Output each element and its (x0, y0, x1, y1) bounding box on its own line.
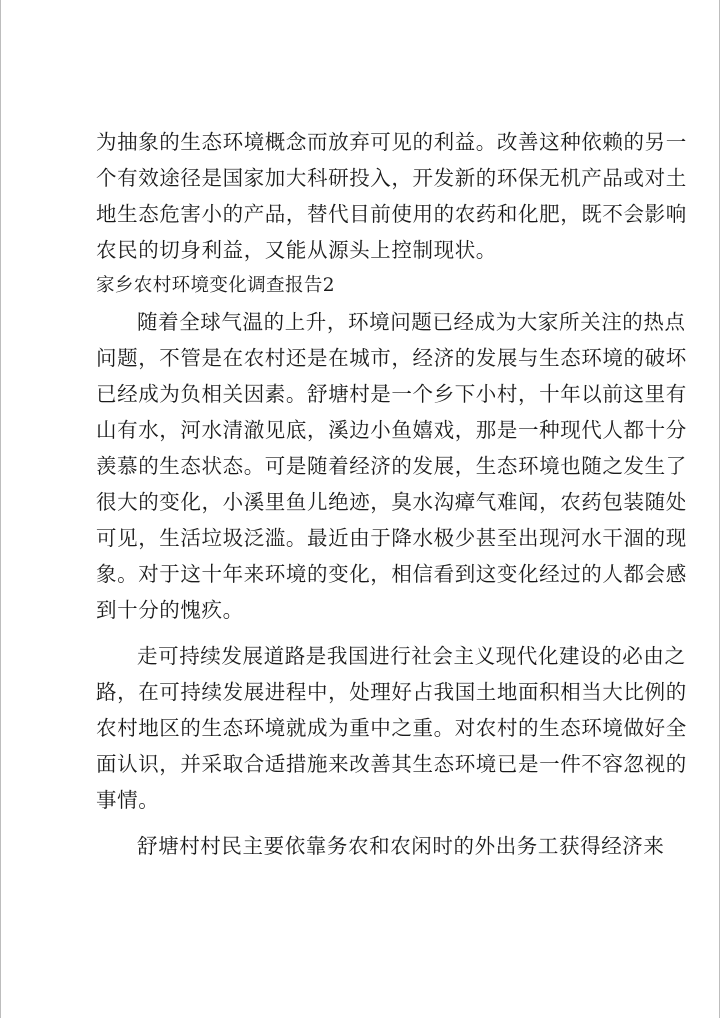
paragraph-spacer (96, 818, 624, 828)
paragraph-2 (96, 638, 687, 818)
text-line: 山有水，河水清澈见底，溪边小鱼嬉戏，那是一种现代人都十分 (96, 418, 687, 442)
paragraph-spacer (96, 628, 624, 638)
paragraph-3 (96, 828, 665, 864)
document-body (96, 124, 687, 864)
text-line: 路，在可持续发展进程中，处理好占我国土地面积相当大比例的 (96, 680, 687, 704)
text-line: 地生态危害小的产品，替代目前使用的农药和化肥，既不会影响 (96, 202, 687, 226)
page-left-border (0, 0, 1, 1018)
text-line: 到十分的愧疚。 (96, 598, 244, 622)
text-line: 羡慕的生态状态。可是随着经济的发展，生态环境也随之发生了 (96, 454, 687, 478)
intro-paragraph (96, 124, 687, 268)
text-line: 随着全球气温的上升，环境问题已经成为大家所关注的热点 (137, 310, 686, 334)
text-line: 可见，生活垃圾泛滥。最近由于降水极少甚至出现河水干涸的现 (96, 526, 687, 550)
text-line: 象。对于这十年来环境的变化，相信看到这变化经过的人都会感 (96, 562, 687, 586)
text-line: 个有效途径是国家加大科研投入，开发新的环保无机产品或对土 (96, 166, 687, 190)
text-line: 为抽象的生态环境概念而放弃可见的利益。改善这种依赖的另一 (96, 130, 687, 154)
text-line: 已经成为负相关因素。舒塘村是一个乡下小村，十年以前这里有 (96, 382, 687, 406)
text-line: 事情。 (96, 788, 160, 812)
text-line: 农民的切身利益，又能从源头上控制现状。 (96, 238, 497, 262)
paragraph-1 (96, 304, 687, 628)
text-line: 农村地区的生态环境就成为重中之重。对农村的生态环境做好全 (96, 716, 687, 740)
text-line: 舒塘村村民主要依靠务农和农闲时的外出务工获得经济来 (137, 834, 665, 858)
text-line: 面认识，并采取合适措施来改善其生态环境已是一件不容忽视的 (96, 752, 687, 776)
text-line: 很大的变化，小溪里鱼儿绝迹，臭水沟瘴气难闻，农药包装随处 (96, 490, 687, 514)
text-line: 问题，不管是在农村还是在城市，经济的发展与生态环境的破坏 (96, 346, 687, 370)
text-line: 走可持续发展道路是我国进行社会主义现代化建设的必由之 (137, 644, 686, 668)
section-heading: 家乡农村环境变化调查报告2 (96, 275, 335, 296)
